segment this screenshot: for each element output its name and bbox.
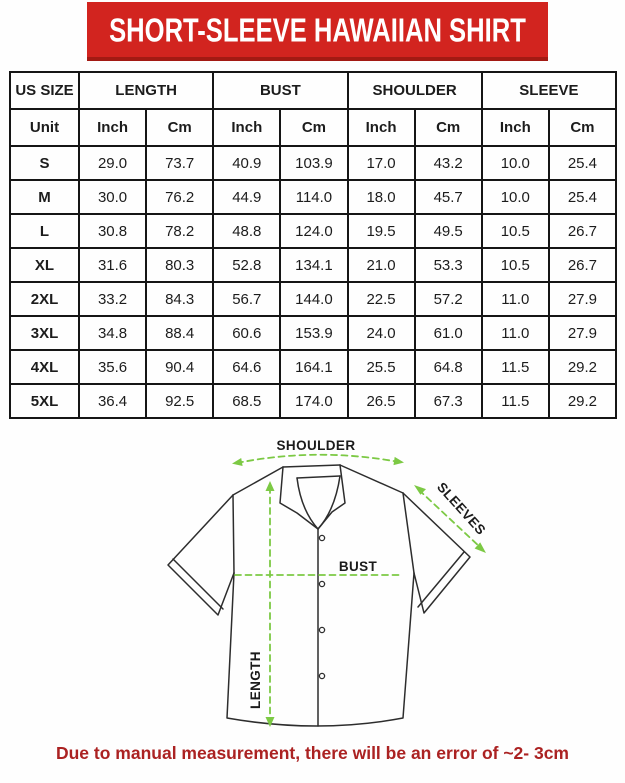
size-cell: S (10, 146, 79, 180)
size-cell: 5XL (10, 384, 79, 418)
size-cell: XL (10, 248, 79, 282)
value-cell: 61.0 (415, 316, 482, 350)
col-header-us-size: US SIZE (10, 72, 79, 109)
value-cell: 17.0 (348, 146, 415, 180)
unit-cell: Cm (280, 109, 347, 146)
unit-cell: Inch (482, 109, 549, 146)
value-cell: 53.3 (415, 248, 482, 282)
value-cell: 80.3 (146, 248, 213, 282)
value-cell: 24.0 (348, 316, 415, 350)
shirt-measurement-diagram (140, 425, 510, 743)
value-cell: 29.0 (79, 146, 146, 180)
value-cell: 76.2 (146, 180, 213, 214)
value-cell: 10.0 (482, 180, 549, 214)
value-cell: 90.4 (146, 350, 213, 384)
table-row (10, 248, 616, 282)
shirt-right-front-edge (403, 493, 414, 573)
value-cell: 40.9 (213, 146, 280, 180)
shirt-left-cuff-line (173, 559, 223, 609)
value-cell: 31.6 (79, 248, 146, 282)
size-cell: 3XL (10, 316, 79, 350)
unit-cell: Cm (549, 109, 616, 146)
value-cell: 10.0 (482, 146, 549, 180)
value-cell: 22.5 (348, 282, 415, 316)
size-cell: 2XL (10, 282, 79, 316)
value-cell: 67.3 (415, 384, 482, 418)
unit-cell: Cm (146, 109, 213, 146)
size-chart-table (9, 71, 617, 419)
table-row (10, 146, 616, 180)
value-cell: 11.5 (482, 350, 549, 384)
value-cell: 18.0 (348, 180, 415, 214)
unit-cell: Inch (348, 109, 415, 146)
value-cell: 36.4 (79, 384, 146, 418)
value-cell: 29.2 (549, 350, 616, 384)
value-cell: 29.2 (549, 384, 616, 418)
value-cell: 30.8 (79, 214, 146, 248)
value-cell: 164.1 (280, 350, 347, 384)
value-cell: 84.3 (146, 282, 213, 316)
value-cell: 34.8 (79, 316, 146, 350)
value-cell: 26.5 (348, 384, 415, 418)
unit-row-label: Unit (10, 109, 79, 146)
value-cell: 11.5 (482, 384, 549, 418)
shirt-outline-drawing (168, 465, 470, 726)
shirt-button (319, 535, 324, 540)
shirt-left-front-edge (233, 495, 234, 573)
shirt-button (319, 673, 324, 678)
value-cell: 64.6 (213, 350, 280, 384)
value-cell: 44.9 (213, 180, 280, 214)
value-cell: 60.6 (213, 316, 280, 350)
col-header-length: LENGTH (79, 72, 213, 109)
value-cell: 19.5 (348, 214, 415, 248)
value-cell: 27.9 (549, 316, 616, 350)
value-cell: 30.0 (79, 180, 146, 214)
col-header-sleeve: SLEEVE (482, 72, 616, 109)
value-cell: 174.0 (280, 384, 347, 418)
value-cell: 11.0 (482, 316, 549, 350)
value-cell: 43.2 (415, 146, 482, 180)
value-cell: 52.8 (213, 248, 280, 282)
title-banner (87, 2, 548, 61)
size-table-body (10, 146, 616, 418)
value-cell: 57.2 (415, 282, 482, 316)
shirt-button (319, 581, 324, 586)
value-cell: 10.5 (482, 214, 549, 248)
page-title: SHORT-SLEEVE HAWAIIAN SHIRT (109, 10, 526, 49)
value-cell: 144.0 (280, 282, 347, 316)
shirt-button (319, 627, 324, 632)
shirt-right-cuff-line (418, 552, 464, 607)
value-cell: 25.4 (549, 146, 616, 180)
shirt-left-sleeve (168, 495, 234, 615)
unit-cell: Inch (79, 109, 146, 146)
value-cell: 25.4 (549, 180, 616, 214)
shoulder-measure-arrow (232, 455, 404, 466)
collar-left-leaf (280, 467, 318, 529)
value-cell: 27.9 (549, 282, 616, 316)
group-header-row (10, 72, 616, 109)
col-header-shoulder: SHOULDER (348, 72, 482, 109)
value-cell: 45.7 (415, 180, 482, 214)
value-cell: 33.2 (79, 282, 146, 316)
value-cell: 10.5 (482, 248, 549, 282)
bust-label: BUST (338, 559, 378, 574)
value-cell: 25.5 (348, 350, 415, 384)
table-row (10, 180, 616, 214)
value-cell: 11.0 (482, 282, 549, 316)
unit-header-row (10, 109, 616, 146)
collar-band-line (297, 476, 340, 478)
table-row (10, 316, 616, 350)
unit-cell: Inch (213, 109, 280, 146)
value-cell: 68.5 (213, 384, 280, 418)
measurement-error-note: Due to manual measurement, there will be an error of ~2- 3cm (55, 743, 569, 763)
length-measure-arrow (266, 481, 275, 727)
sleeves-label: SLEEVES (434, 479, 489, 538)
value-cell: 48.8 (213, 214, 280, 248)
unit-cell: Cm (415, 109, 482, 146)
table-row (10, 214, 616, 248)
value-cell: 73.7 (146, 146, 213, 180)
value-cell: 153.9 (280, 316, 347, 350)
collar-right-leaf (318, 465, 345, 529)
value-cell: 49.5 (415, 214, 482, 248)
size-cell: 4XL (10, 350, 79, 384)
size-cell: M (10, 180, 79, 214)
value-cell: 78.2 (146, 214, 213, 248)
shirt-right-shoulder (340, 465, 403, 493)
value-cell: 35.6 (79, 350, 146, 384)
value-cell: 103.9 (280, 146, 347, 180)
value-cell: 88.4 (146, 316, 213, 350)
value-cell: 64.8 (415, 350, 482, 384)
value-cell: 134.1 (280, 248, 347, 282)
value-cell: 124.0 (280, 214, 347, 248)
table-row (10, 384, 616, 418)
table-row (10, 350, 616, 384)
value-cell: 114.0 (280, 180, 347, 214)
shoulder-label: SHOULDER (276, 438, 356, 453)
shirt-left-shoulder (233, 467, 283, 495)
value-cell: 21.0 (348, 248, 415, 282)
collar-right-fold (318, 476, 340, 529)
value-cell: 92.5 (146, 384, 213, 418)
col-header-bust: BUST (213, 72, 347, 109)
collar-top-edge (283, 465, 340, 467)
value-cell: 26.7 (549, 214, 616, 248)
value-cell: 26.7 (549, 248, 616, 282)
size-cell: L (10, 214, 79, 248)
table-row (10, 282, 616, 316)
value-cell: 56.7 (213, 282, 280, 316)
length-label: LENGTH (248, 651, 263, 709)
